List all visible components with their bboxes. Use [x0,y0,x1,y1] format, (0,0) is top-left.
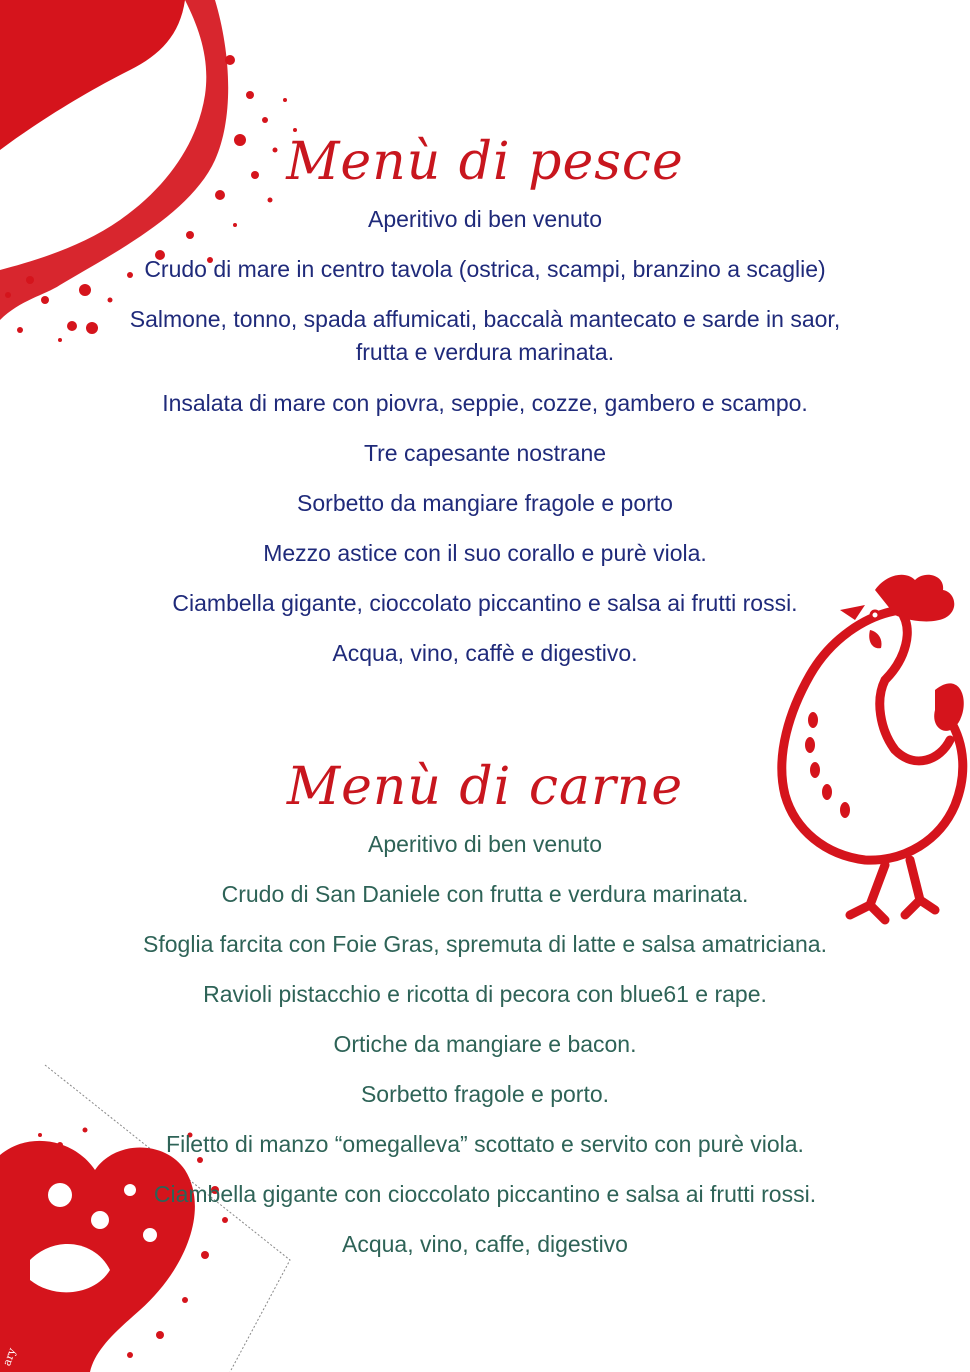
meat-menu-item: Filetto di manzo “omegalleva” scottato e servito con purè viola. [166,1131,804,1157]
meat-menu-item: Ortiche da mangiare e bacon. [333,1031,637,1057]
fish-menu-item: frutta e verdura marinata. [355,339,615,365]
fish-menu-title: Menù di pesce [286,132,684,192]
fish-menu-item: Tre capesante nostrane [363,440,607,466]
fish-menu-item: Salmone, tonno, spada affumicati, baccalà mantecato e sarde in saor, [129,306,841,332]
meat-menu-title: Menù di carne [286,757,684,817]
meat-menu-item: Acqua, vino, caffe, digestivo [342,1231,628,1257]
fish-menu-item: Acqua, vino, caffè e digestivo. [332,640,638,666]
fish-menu-item: Mezzo astice con il suo corallo e purè viola. [263,540,707,566]
meat-menu-item: Ciambella gigante con cioccolato piccantino e salsa ai frutti rossi. [153,1181,817,1207]
fish-menu-item: Ciambella gigante, cioccolato piccantino e salsa ai frutti rossi. [172,590,798,616]
fish-menu-item: Crudo di mare in centro tavola (ostrica, scampi, branzino a scaglie) [144,256,826,282]
fish-menu-item: Sorbetto da mangiare fragole e porto [297,490,673,516]
meat-menu-item: Aperitivo di ben venuto [368,831,602,857]
fish-menu-item: Aperitivo di ben venuto [368,206,602,232]
meat-menu-item: Ravioli pistacchio e ricotta di pecora con blue61 e rape. [203,981,767,1007]
meat-menu-item: Sorbetto fragole e porto. [360,1081,610,1107]
meat-menu-item: Sfoglia farcita con Foie Gras, spremuta di latte e salsa amatriciana. [143,931,827,957]
meat-menu-item: Crudo di San Daniele con frutta e verdura marinata. [221,881,749,907]
fish-menu-item: Insalata di mare con piovra, seppie, cozze, gambero e scampo. [162,390,808,416]
svg-text:ary: ary [0,1346,19,1368]
